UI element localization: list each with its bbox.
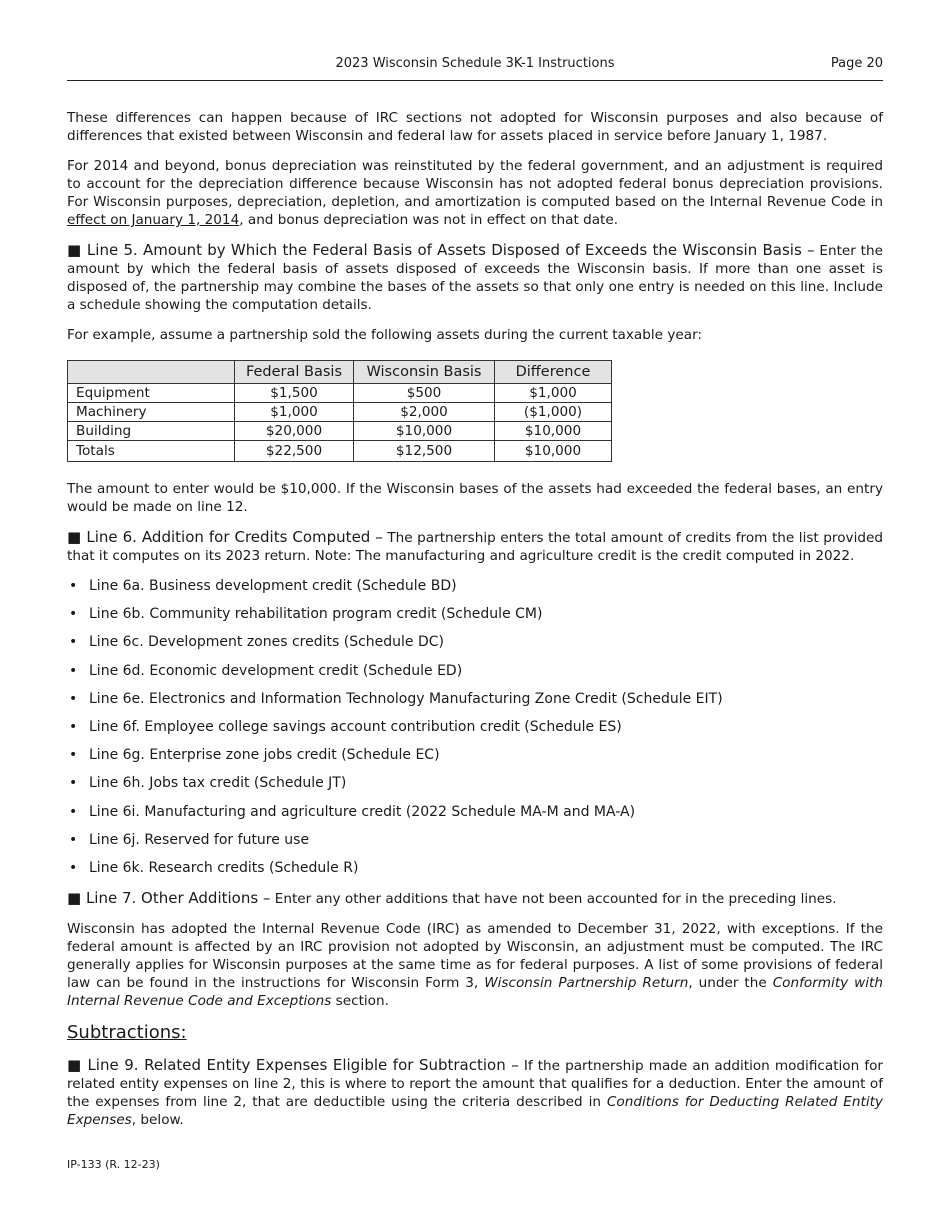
header-title: 2023 Wisconsin Schedule 3K-1 Instructions (335, 56, 615, 71)
irc-section-title: Conformity with Internal Revenue Code and Exceptions (67, 975, 883, 1010)
credit-line: Line 6k. (89, 859, 145, 876)
credits-list (67, 577, 883, 887)
bullet-icon: • (69, 803, 78, 820)
credit-line: Line 6b. (89, 606, 145, 623)
line9-body-1: If the partnership made an addition modification for related entity expenses on line 2, this is where to report the amount that qualifies for a deduction. Enter the amount of the expenses from line 2, that are deductible using the criteria described in (67, 1058, 884, 1111)
bullet-icon: • (69, 718, 78, 735)
credit-text: Economic development credit (Schedule ED) (144, 662, 463, 679)
bullet-icon: • (69, 859, 78, 876)
credit-text: Community rehabilitation program credit (Schedule CM) (144, 606, 543, 623)
subtractions-heading: Subtractions: (67, 1022, 187, 1044)
list-item (67, 718, 883, 746)
credit-line: Line 6c. (89, 634, 144, 651)
paragraph-line7 (67, 889, 883, 908)
table-cell: $22,500 (235, 441, 354, 462)
list-item (67, 774, 883, 802)
line7-body: Enter any other additions that have not been accounted for in the preceding lines. (270, 891, 837, 908)
table-header-blank (68, 361, 235, 384)
table-cell: ($1,000) (495, 403, 612, 422)
table-row (68, 422, 612, 441)
table-row (68, 384, 612, 403)
line7-heading: ■ Line 7. Other Additions – (67, 889, 271, 908)
bullet-icon: • (69, 634, 78, 651)
irc-form-title: Wisconsin Partnership Return (484, 975, 689, 992)
effect-date-link[interactable]: effect on January 1, 2014 (67, 212, 240, 228)
table-cell: $500 (354, 384, 495, 403)
list-item (67, 746, 883, 774)
credit-text: Electronics and Information Technology Manufacturing Zone Credit (Schedule EIT) (144, 690, 723, 707)
bullet-icon: • (69, 747, 78, 764)
credit-text: Employee college savings account contribution credit (Schedule ES) (139, 718, 622, 735)
table-header-row (68, 361, 612, 384)
page-content (67, 109, 883, 1141)
bullet-icon: • (69, 690, 78, 707)
paragraph-line9 (67, 1056, 883, 1129)
example-intro: For example, assume a partnership sold the following assets during the current taxable year: (67, 327, 703, 343)
credit-text: Business development credit (Schedule BD) (144, 578, 457, 594)
credit-line: Line 6h. (89, 775, 145, 792)
table-cell: Building (68, 422, 235, 441)
table-totals-row (68, 441, 612, 462)
list-item (67, 633, 883, 661)
credit-line: Line 6g. (89, 747, 145, 764)
bullet-icon: • (69, 775, 78, 792)
credit-text: Manufacturing and agriculture credit (2022 Schedule MA-M and MA-A) (139, 803, 636, 820)
table-cell: Machinery (68, 403, 235, 422)
line9-body-2: , below. (131, 1112, 184, 1129)
table-cell: $2,000 (354, 403, 495, 422)
line9-heading: ■ Line 9. Related Entity Expenses Eligible for Subtraction – (67, 1056, 519, 1075)
credit-text: Jobs tax credit (Schedule JT) (144, 775, 347, 792)
credit-line: Line 6d. (89, 662, 145, 679)
irc-text-2: , under the (688, 975, 773, 992)
list-item (67, 803, 883, 831)
credit-line: Line 6a. (89, 578, 145, 594)
irc-text-1: Wisconsin has adopted the Internal Revenue Code (IRC) as amended to December 31, 2022, with exceptions. If the federal amount is affected by an IRC provision not adopted by Wisconsin, an adjustment must be computed. The IRC generally applies for Wisconsin purposes at the same time as for federal purposes. A list of some provisions of federal law can be found in the instructions for Wisconsin Form 3, (67, 921, 883, 992)
paragraph-line5 (67, 241, 883, 314)
line6-heading: ■ Line 6. Addition for Credits Computed – (67, 528, 383, 546)
table-cell: $1,500 (235, 384, 354, 403)
bullet-icon: • (69, 606, 78, 623)
page-header (67, 54, 883, 81)
list-item (67, 831, 883, 859)
credit-line: Line 6i. (89, 803, 140, 820)
table-cell: $1,000 (235, 403, 354, 422)
table-cell: $1,000 (495, 384, 612, 403)
line6-body: The partnership enters the total amount of credits from the list provided that it computes on its 2023 return. Note: The manufacturing and agriculture credit is the credit computed in 2022. (67, 530, 883, 564)
table-cell: $10,000 (495, 441, 612, 462)
table-header-federal: Federal Basis (235, 361, 354, 384)
credit-text: Development zones credits (Schedule DC) (143, 634, 445, 651)
credit-text: Reserved for future use (139, 831, 310, 848)
line9-conditions-title: Conditions for Deducting Related Entity Expenses (67, 1094, 883, 1129)
credit-line: Line 6f. (89, 718, 140, 735)
table-cell: $10,000 (495, 422, 612, 441)
list-item (67, 577, 883, 605)
page-number: Page 20 (830, 56, 883, 71)
table-cell: Totals (68, 441, 235, 462)
paragraph-differences: These differences can happen because of IRC sections not adopted for Wisconsin purposes and also because of differences that existed between Wisconsin and federal law for assets placed in service before January 1, 1987. (67, 110, 883, 144)
table-cell: Equipment (68, 384, 235, 403)
table-cell: $10,000 (354, 422, 495, 441)
paragraph-line6 (67, 528, 883, 565)
list-item (67, 690, 883, 718)
table-header-difference: Difference (495, 361, 612, 384)
list-item (67, 662, 883, 690)
assets-basis-table (67, 360, 612, 462)
table-header-wisconsin: Wisconsin Basis (354, 361, 495, 384)
table-row (68, 403, 612, 422)
paragraph-bonus-depreciation (67, 157, 883, 229)
paragraph-irc (67, 920, 883, 1010)
bonus-text-1: For 2014 and beyond, bonus depreciation was reinstituted by the federal government, and an adjustment is required to account for the depreciation difference because Wisconsin has not adopted federal bonus depreciation provisions. For Wisconsin purposes, depreciation, depletion, and amortization is computed based on the Internal Revenue Code in (67, 158, 883, 210)
line5-heading: ■ Line 5. Amount by Which the Federal Basis of Assets Disposed of Exceeds the Wisconsin Basis – (67, 241, 815, 259)
table-cell: $20,000 (235, 422, 354, 441)
line5-body: Enter the amount by which the federal basis of assets disposed of exceeds the Wisconsin basis. If more than one asset is disposed of, the partnership may combine the bases of the assets so that only one entry is needed on this line. Include a schedule showing the computation details. (67, 243, 883, 313)
bullet-icon: • (69, 662, 78, 679)
credit-line: Line 6j. (89, 831, 140, 848)
credit-line: Line 6e. (89, 690, 145, 707)
bullet-icon: • (69, 831, 78, 848)
page-footer: IP-133 (R. 12-23) (67, 1158, 160, 1171)
list-item (67, 605, 883, 633)
paragraph-amount-to-enter: The amount to enter would be $10,000. If the Wisconsin bases of the assets had exceeded the federal bases, an entry would be made on line 12. (67, 481, 883, 515)
list-item (67, 859, 883, 887)
credit-text: Enterprise zone jobs credit (Schedule EC) (144, 747, 440, 764)
table-cell: $12,500 (354, 441, 495, 462)
bullet-icon: • (69, 578, 78, 594)
credit-text: Research credits (Schedule R) (144, 859, 359, 876)
bonus-text-2: , and bonus depreciation was not in effect on that date. (239, 212, 619, 228)
irc-text-3: section. (331, 993, 389, 1010)
